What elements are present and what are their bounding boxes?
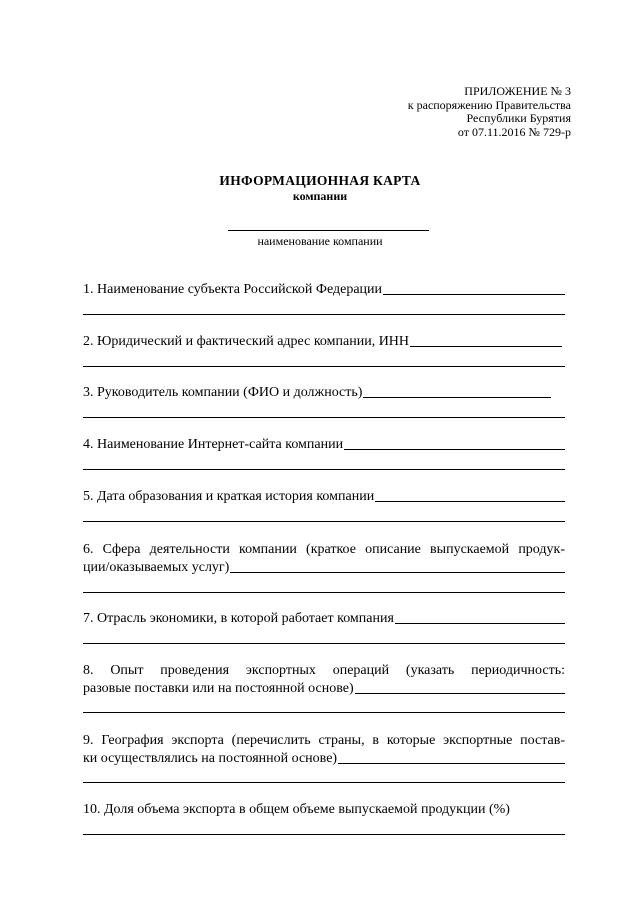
question-7-field[interactable] xyxy=(395,623,565,624)
appendix-order: к распоряжению Правительства xyxy=(407,97,571,112)
question-1-field[interactable] xyxy=(383,294,565,295)
question-3 xyxy=(83,384,565,402)
company-name-field[interactable] xyxy=(228,230,429,231)
question-10 xyxy=(83,801,565,819)
question-4-label: 4. Наименование Интернет-сайта компании xyxy=(83,437,344,452)
question-6-label-line-1: 6. Сфера деятельности компании (краткое описание выпускаемой продук- xyxy=(83,542,565,557)
question-5 xyxy=(83,488,565,506)
company-name-caption: наименование компании xyxy=(257,234,383,248)
appendix-number: ПРИЛОЖЕНИЕ № 3 xyxy=(464,84,571,98)
question-5-label: 5. Дата образования и краткая история компании xyxy=(83,489,375,504)
question-9-answer-line[interactable] xyxy=(83,782,565,783)
question-9 xyxy=(83,732,565,768)
question-7 xyxy=(83,610,565,628)
question-2 xyxy=(83,333,565,351)
question-5-field[interactable] xyxy=(375,501,565,502)
question-8 xyxy=(83,662,565,698)
question-10-answer-line[interactable] xyxy=(83,834,565,835)
question-9-field[interactable] xyxy=(338,763,565,764)
document-title: ИНФОРМАЦИОННАЯ КАРТА xyxy=(219,173,421,188)
question-3-answer-line[interactable] xyxy=(83,417,565,418)
question-1-answer-line[interactable] xyxy=(83,314,565,315)
question-1 xyxy=(83,281,565,299)
question-3-label: 3. Руководитель компании (ФИО и должность) xyxy=(83,385,363,400)
question-8-label-line-2: разовые поставки или на постоянной основе) xyxy=(83,681,354,696)
question-7-label: 7. Отрасль экономики, в которой работает компания xyxy=(83,611,394,626)
question-4 xyxy=(83,436,565,454)
question-8-label-line-1: 8. Опыт проведения экспортных операций (указать периодичность: xyxy=(83,663,565,678)
question-6-field[interactable] xyxy=(230,572,565,573)
question-2-field[interactable] xyxy=(410,346,562,347)
question-6 xyxy=(83,541,565,577)
document-subtitle: компании xyxy=(292,189,348,203)
question-10-label: 10. Доля объема экспорта в общем объеме выпускаемой продукции (%) xyxy=(83,802,510,817)
question-5-answer-line[interactable] xyxy=(83,521,565,522)
question-3-field[interactable] xyxy=(363,397,551,398)
appendix-republic: Республики Бурятия xyxy=(466,111,571,126)
question-7-answer-line[interactable] xyxy=(83,643,565,644)
question-1-label: 1. Наименование субъекта Российской Федерации xyxy=(83,282,383,297)
question-4-field[interactable] xyxy=(344,449,565,450)
question-4-answer-line[interactable] xyxy=(83,469,565,470)
question-6-answer-line[interactable] xyxy=(83,592,565,593)
question-8-field[interactable] xyxy=(355,693,565,694)
question-2-label: 2. Юридический и фактический адрес компании, ИНН xyxy=(83,334,410,349)
question-6-label-line-2: ции/оказываемых услуг) xyxy=(83,560,230,575)
appendix-header xyxy=(408,85,571,139)
question-9-label-line-2: ки осуществлялись на постоянной основе) xyxy=(83,751,338,766)
question-9-label-line-1: 9. География экспорта (перечислить страны, в которые экспортные постав- xyxy=(83,733,565,748)
appendix-date-number: от 07.11.2016 № 729-р xyxy=(457,124,571,139)
question-8-answer-line[interactable] xyxy=(83,712,565,713)
question-2-answer-line[interactable] xyxy=(83,366,565,367)
